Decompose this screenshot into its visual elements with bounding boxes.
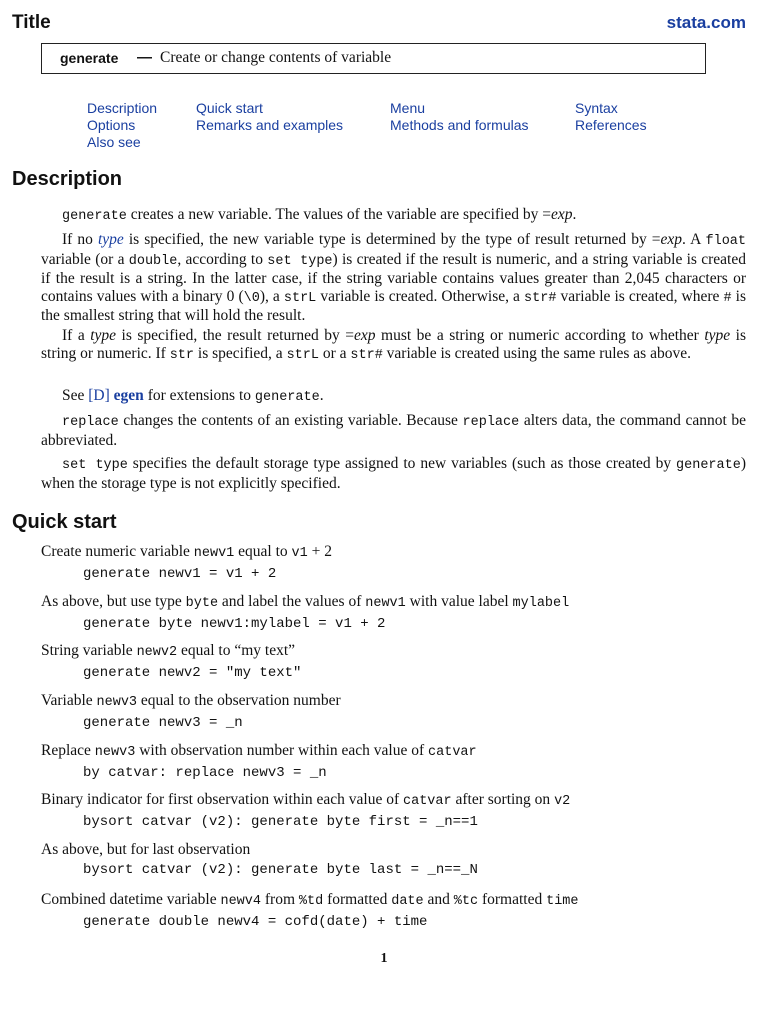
toc-column bbox=[390, 100, 529, 134]
code-token: newv3 bbox=[94, 745, 136, 760]
code-token: v2 bbox=[554, 794, 571, 809]
text-run: See bbox=[62, 387, 89, 404]
quick-start-item bbox=[41, 691, 746, 733]
description-paragraph-6 bbox=[41, 455, 746, 492]
emphasis: type bbox=[704, 327, 731, 344]
type-link[interactable]: type bbox=[97, 231, 124, 248]
text-run: for extensions to bbox=[143, 387, 255, 404]
toc-link-remarks-and-examples[interactable]: Remarks and examples bbox=[196, 117, 344, 133]
code-token: v1 bbox=[291, 546, 308, 561]
text-run: As above, but use type bbox=[41, 593, 186, 610]
text-run: equal to “my text” bbox=[177, 642, 296, 659]
table-of-contents bbox=[0, 100, 768, 156]
toc-link-syntax[interactable]: Syntax bbox=[575, 100, 618, 116]
code-token: # bbox=[723, 290, 732, 306]
text-run: = bbox=[345, 327, 355, 344]
text-run: is specified, the result returned by bbox=[116, 327, 346, 344]
code-token: %tc bbox=[453, 894, 479, 909]
text-run: is specified, the new variable type is determined by the type of result returned by bbox=[123, 231, 652, 248]
quick-start-label bbox=[41, 691, 746, 713]
page-number: 1 bbox=[380, 951, 388, 966]
text-run: ) is created if the result is numeric, and a string variable is created if the result is a string. In the latter case, if the string variable contains values greater than 2,045 characters or contains values with a binary 0 ( bbox=[41, 250, 746, 305]
text-run: with value label bbox=[405, 593, 513, 610]
quick-start-label bbox=[41, 790, 746, 812]
quick-start-label bbox=[41, 592, 746, 614]
command-token: generate bbox=[62, 209, 127, 224]
text-run: + 2 bbox=[307, 543, 332, 560]
text-run: and bbox=[423, 891, 454, 908]
toc-link-menu[interactable]: Menu bbox=[390, 100, 426, 116]
text-run: = bbox=[542, 206, 551, 223]
toc-link-options[interactable]: Options bbox=[87, 117, 136, 133]
code-token: replace bbox=[62, 415, 119, 430]
emphasis: type bbox=[90, 327, 117, 344]
code-token: str# bbox=[350, 347, 383, 363]
text-run: String variable bbox=[41, 642, 137, 659]
description-paragraph-3 bbox=[41, 327, 746, 364]
text-run: Variable bbox=[41, 692, 97, 709]
emphasis: exp bbox=[354, 327, 376, 344]
text-run: equal to the observation number bbox=[137, 692, 341, 709]
code-token: str# bbox=[524, 290, 557, 306]
text-run: = bbox=[651, 231, 661, 248]
section-heading-quick-start: Quick start bbox=[12, 511, 117, 533]
text-run: variable (or a bbox=[41, 250, 129, 268]
code-example: generate newv3 = _n bbox=[83, 715, 243, 731]
description-paragraph-4 bbox=[41, 387, 746, 407]
toc-link-methods-and-formulas[interactable]: Methods and formulas bbox=[390, 117, 529, 133]
text-run: . bbox=[682, 231, 686, 248]
code-token: newv2 bbox=[136, 645, 178, 660]
quick-start-item bbox=[41, 741, 746, 783]
text-run: A bbox=[685, 231, 706, 248]
code-example: bysort catvar (v2): generate byte first = _n==1 bbox=[83, 814, 478, 830]
text-run: Combined datetime variable bbox=[41, 891, 221, 908]
code-token: mylabel bbox=[512, 596, 570, 611]
code-token: newv4 bbox=[220, 894, 261, 909]
text-run: , according to bbox=[177, 250, 268, 268]
emphasis: exp bbox=[551, 206, 573, 223]
text-run: changes the contents of an existing variable. Because bbox=[118, 412, 463, 429]
text-run: is string or numeric. If bbox=[41, 327, 747, 362]
text-run: creates a new variable. The values of the variable are specified by bbox=[126, 206, 543, 223]
quick-start-item bbox=[41, 890, 746, 932]
code-token: date bbox=[391, 894, 424, 909]
text-run: ) when the storage type is not explicitly specified. bbox=[41, 455, 746, 492]
toc-link-references[interactable]: References bbox=[575, 117, 647, 133]
quick-start-item bbox=[41, 790, 746, 832]
text-run: variable is created. Otherwise, a bbox=[316, 287, 525, 305]
text-run: formatted bbox=[478, 891, 547, 908]
code-example: by catvar: replace newv3 = _n bbox=[83, 765, 327, 781]
toc-link-quick-start[interactable]: Quick start bbox=[196, 100, 263, 116]
title-bar bbox=[12, 12, 746, 36]
toc-link-also-see[interactable]: Also see bbox=[87, 134, 141, 150]
text-run: after sorting on bbox=[451, 791, 555, 808]
text-run: equal to bbox=[234, 543, 292, 560]
code-token: set type bbox=[62, 458, 128, 473]
code-example: generate newv2 = "my text" bbox=[83, 665, 302, 681]
text-run: variable is created using the same rules as above. bbox=[382, 344, 691, 362]
text-run: with observation number within each value of bbox=[135, 742, 429, 759]
manual-ref-link[interactable]: [D] bbox=[88, 387, 110, 404]
text-run: As above, but for last observation bbox=[41, 841, 251, 858]
text-run: . bbox=[572, 206, 577, 223]
toc-column bbox=[87, 100, 157, 151]
quick-start-item bbox=[41, 840, 746, 880]
code-token: newv1 bbox=[193, 546, 235, 561]
quick-start-label bbox=[41, 641, 746, 663]
text-run: formatted bbox=[323, 891, 392, 908]
code-token: newv1 bbox=[365, 596, 406, 611]
code-example: bysort catvar (v2): generate byte last = _n==_N bbox=[83, 862, 478, 878]
quick-start-label bbox=[41, 840, 746, 860]
code-token: generate bbox=[254, 390, 320, 405]
text-run: If no bbox=[62, 231, 98, 248]
text-run: or a bbox=[318, 344, 351, 362]
code-token: catvar bbox=[428, 745, 477, 760]
code-token: time bbox=[546, 894, 579, 909]
summary-dash: — bbox=[137, 49, 152, 66]
emphasis: exp bbox=[660, 231, 683, 248]
toc-column bbox=[575, 100, 647, 134]
quick-start-label bbox=[41, 890, 746, 912]
code-token: newv3 bbox=[96, 695, 138, 710]
description-paragraph-2 bbox=[41, 231, 746, 325]
code-token: replace bbox=[462, 415, 520, 430]
section-heading-description: Description bbox=[12, 168, 123, 190]
text-run: variable is created, where bbox=[556, 287, 724, 305]
code-token: catvar bbox=[403, 794, 452, 809]
text-run: alters data, the command cannot be abbreviated. bbox=[41, 412, 747, 449]
text-run: and label the values of bbox=[218, 593, 366, 610]
code-token: double bbox=[128, 253, 178, 269]
quick-start-label bbox=[41, 542, 746, 564]
code-token: str bbox=[169, 347, 195, 363]
code-token: float bbox=[705, 234, 747, 249]
toc-column bbox=[196, 100, 343, 134]
code-token: generate bbox=[676, 458, 741, 473]
code-token: strL bbox=[283, 290, 317, 306]
code-token: strL bbox=[286, 347, 319, 363]
stata-site-link[interactable]: stata.com bbox=[666, 13, 746, 32]
text-run: specifies the default storage type assigned to new variables (such as those created by bbox=[127, 455, 677, 472]
text-run: must be a string or numeric according to whether bbox=[375, 327, 705, 344]
command-name: generate bbox=[60, 50, 119, 66]
egen-link[interactable]: egen bbox=[113, 387, 144, 404]
code-token: set type bbox=[267, 253, 333, 269]
code-token: %td bbox=[298, 894, 324, 909]
command-summary-box bbox=[41, 43, 706, 74]
code-example: generate newv1 = v1 + 2 bbox=[83, 566, 277, 582]
code-example: generate byte newv1:mylabel = v1 + 2 bbox=[83, 616, 386, 632]
code-example: generate double newv4 = cofd(date) + time bbox=[83, 914, 428, 930]
quick-start-item bbox=[41, 592, 746, 634]
text-run: from bbox=[261, 891, 299, 908]
text-run: is the smallest string that will hold the result. bbox=[41, 287, 747, 325]
page-title: Title bbox=[12, 12, 51, 33]
text-run: Binary indicator for first observation within each value of bbox=[41, 791, 403, 808]
code-token: \0 bbox=[243, 290, 260, 306]
code-token: byte bbox=[185, 596, 219, 611]
description-paragraph-1 bbox=[41, 206, 746, 226]
text-run: . bbox=[319, 387, 324, 404]
description-paragraph-5 bbox=[41, 412, 746, 449]
text-run: is specified, a bbox=[194, 344, 287, 362]
text-run: ), a bbox=[259, 287, 284, 305]
command-description: Create or change contents of variable bbox=[160, 49, 392, 66]
text-run: Create numeric variable bbox=[41, 543, 194, 560]
quick-start-item bbox=[41, 542, 746, 584]
quick-start-label bbox=[41, 741, 746, 763]
toc-link-description[interactable]: Description bbox=[87, 100, 158, 116]
text-run: Replace bbox=[41, 742, 95, 759]
text-run: If a bbox=[62, 327, 91, 344]
quick-start-item bbox=[41, 641, 746, 683]
